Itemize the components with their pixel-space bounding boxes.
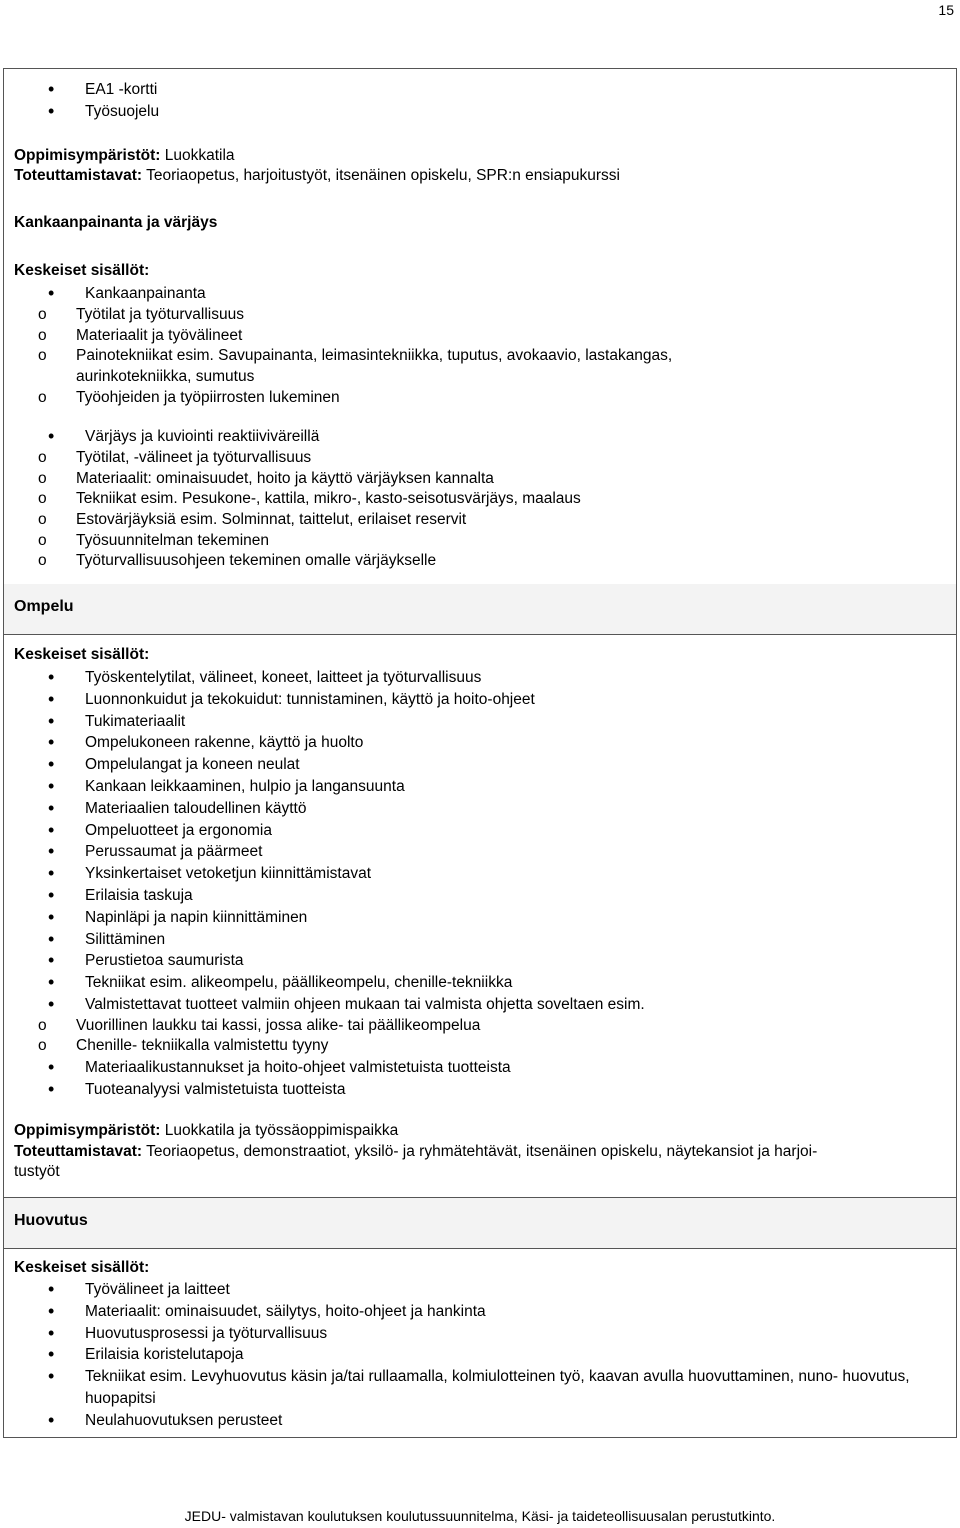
- list-item: • Ompelulangat ja koneen neulat: [4, 754, 645, 776]
- toteuttamistavat-line-2: tustyöt: [14, 1163, 60, 1180]
- list-item: • Yksinkertaiset vetoketjun kiinnittämistavat: [4, 863, 645, 885]
- section-title: Ompelu: [14, 598, 74, 615]
- list-item: • Työsuojelu: [4, 101, 159, 123]
- list-item: • Perussaumat ja päärmeet: [4, 841, 645, 863]
- toteuttamistavat-label: Toteuttamistavat:: [14, 167, 143, 184]
- list-item: [4, 426, 581, 572]
- list-item: • Tukimateriaalit: [4, 711, 645, 733]
- list-item: • Erilaisia taskuja: [4, 885, 645, 907]
- sub-list: [4, 305, 776, 409]
- list-item: • Erilaisia koristelutapoja: [4, 1344, 915, 1366]
- sub-list-item: o Työohjeiden ja työpiirrosten lukeminen: [4, 388, 776, 409]
- sub-list-item: o Vuorillinen laukku tai kassi, jossa alike- tai päällikeompelua: [4, 1016, 645, 1037]
- list-item: • Kankaan leikkaaminen, hulpio ja langansuunta: [4, 776, 645, 798]
- list-item: • Luonnonkuidut ja tekokuidut: tunnistaminen, käyttö ja hoito-ohjeet: [4, 689, 645, 711]
- list-item: • EA1 -kortti: [4, 79, 159, 101]
- list-item: • Perustietoa saumurista: [4, 950, 645, 972]
- sub-list-item: o Tekniikat esim. Pesukone-, kattila, mikro-, kasto-seisotusvärjäys, maalaus: [4, 489, 581, 510]
- ompelu-list: [4, 667, 645, 1101]
- keskeiset-sisallot-label: Keskeiset sisällöt:: [14, 262, 150, 279]
- keskeiset-sisallot-label: Keskeiset sisällöt:: [14, 646, 150, 663]
- list-item: • Ompelukoneen rakenne, käyttö ja huolto: [4, 732, 645, 754]
- sub-list-item: o Työturvallisuusohjeen tekeminen omalle värjäykselle: [4, 551, 581, 572]
- list-item: • Ompeluotteet ja ergonomia: [4, 820, 645, 842]
- section-huovutus: [4, 1248, 956, 1438]
- toteuttamistavat-line: [14, 1142, 817, 1162]
- sub-list-item: o Materiaalit: ominaisuudet, hoito ja käyttö värjäyksen kannalta: [4, 469, 581, 490]
- list-item: • Huovutusprosessi ja työturvallisuus: [4, 1323, 915, 1345]
- list-item: • Materiaalikustannukset ja hoito-ohjeet valmistetuista tuotteista: [4, 1057, 645, 1079]
- section-ompelu: [4, 635, 956, 1197]
- list-item: • Materiaalit: ominaisuudet, säilytys, hoito-ohjeet ja hankinta: [4, 1301, 915, 1323]
- keskeiset-list: [4, 283, 776, 408]
- list-item: • Neulahuovutuksen perusteet: [4, 1410, 915, 1432]
- sub-list-item: o Estovärjäyksiä esim. Solminnat, taittelut, erilaiset reservit: [4, 510, 581, 531]
- huovutus-list: [4, 1279, 915, 1432]
- section-title: Huovutus: [14, 1212, 88, 1229]
- oppimisymparistot-value: Luokkatila: [160, 147, 235, 164]
- list-item: • Työskentelytilat, välineet, koneet, laitteet ja työturvallisuus: [4, 667, 645, 689]
- sub-list-item: o Chenille- tekniikalla valmistettu tyyny: [4, 1036, 645, 1057]
- list-item: [4, 283, 776, 408]
- sub-list-item: o Työsuunnitelman tekeminen: [4, 531, 581, 552]
- keskeiset-list-2: [4, 426, 581, 572]
- list-item: • Materiaalien taloudellinen käyttö: [4, 798, 645, 820]
- sub-list-item: o Työtilat, -välineet ja työturvallisuus: [4, 448, 581, 469]
- list-item: • Tuoteanalyysi valmistetuista tuotteista: [4, 1079, 645, 1101]
- sub-list-item: o Työtilat ja työturvallisuus: [4, 305, 776, 326]
- oppimisymparistot-label: Oppimisympäristöt:: [14, 147, 161, 164]
- oppimisymparistot-line: [14, 1121, 398, 1141]
- page-number: 15: [938, 2, 954, 18]
- section-kankaanpainanta: [4, 69, 956, 585]
- list-item: [4, 994, 645, 1057]
- sub-list-item: o Materiaalit ja työvälineet: [4, 326, 776, 347]
- toteuttamistavat-label: Toteuttamistavat:: [14, 1143, 143, 1160]
- sub-list: [4, 448, 581, 572]
- sub-list-item: o Painotekniikat esim. Savupainanta, leimasintekniikka, tuputus, avokaavio, lastakangas, aurinkotekniikka, sumutus: [4, 346, 776, 387]
- list-item: • Tekniikat esim. alikeompelu, päällikeompelu, chenille-tekniikka: [4, 972, 645, 994]
- keskeiset-sisallot-label: Keskeiset sisällöt:: [14, 1259, 150, 1276]
- group-title: Värjäys ja kuviointi reaktiiviväreillä: [85, 428, 320, 445]
- group-title: Kankaanpainanta: [85, 285, 206, 302]
- toteuttamistavat-line: [14, 166, 620, 186]
- oppimisymparistot-value: Luokkatila ja työssäoppimispaikka: [160, 1122, 399, 1139]
- list-item: • Silittäminen: [4, 929, 645, 951]
- section-subtitle: Kankaanpainanta ja värjäys: [14, 214, 218, 231]
- list-item: • Napinläpi ja napin kiinnittäminen: [4, 907, 645, 929]
- top-bullet-list: [4, 79, 159, 123]
- toteuttamistavat-value: Teoriaopetus, demonstraatiot, yksilö- ja ryhmätehtävät, itsenäinen opiskelu, näytekansiot ja harjoi-: [142, 1143, 818, 1160]
- toteuttamistavat-value: Teoriaopetus, harjoitustyöt, itsenäinen opiskelu, SPR:n ensiapukurssi: [142, 167, 620, 184]
- oppimisymparistot-line: [14, 146, 235, 166]
- list-item-text: Valmistettavat tuotteet valmiin ohjeen mukaan tai valmista ohjetta soveltaen esim.: [85, 995, 645, 1013]
- oppimisymparistot-label: Oppimisympäristöt:: [14, 1122, 161, 1139]
- page-footer: JEDU- valmistavan koulutuksen koulutussuunnitelma, Käsi- ja taideteollisuusalan perustutkinto.: [184, 1508, 776, 1524]
- section-header-ompelu: [4, 584, 956, 635]
- sub-list: [4, 1016, 645, 1057]
- section-header-huovutus: [4, 1197, 956, 1249]
- list-item: • Tekniikat esim. Levyhuovutus käsin ja/tai rullaamalla, kolmiulotteinen työ, kaavan avulla huovuttaminen, nuno- huovutus, huopapitsi: [4, 1366, 915, 1410]
- list-item: • Työvälineet ja laitteet: [4, 1279, 915, 1301]
- content-table: [3, 68, 957, 1438]
